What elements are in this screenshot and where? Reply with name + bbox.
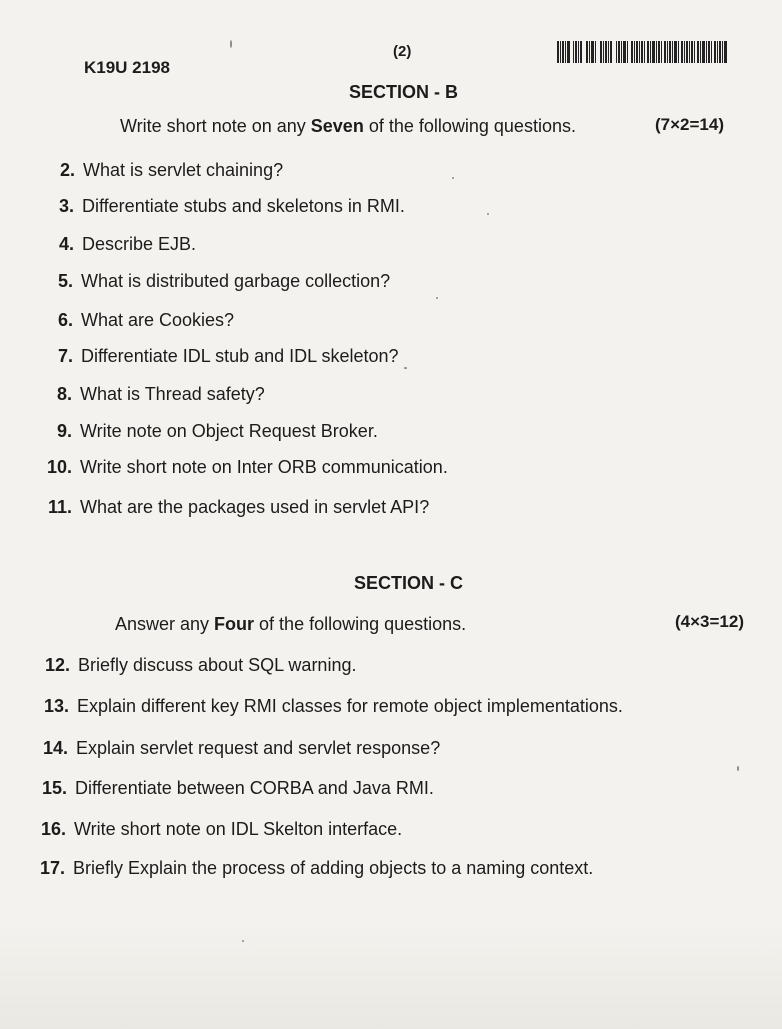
question-number: 11. — [47, 497, 72, 517]
question-item — [29, 778, 434, 799]
question-item — [28, 819, 402, 840]
section-c-marks: (4×3=12) — [675, 612, 744, 631]
question-item — [36, 234, 196, 255]
question-item — [32, 655, 356, 676]
question-number: 2. — [59, 160, 75, 180]
question-item — [27, 858, 593, 879]
question-number: 9. — [56, 421, 72, 441]
page-number: (2) — [393, 43, 412, 60]
question-item — [30, 738, 440, 759]
barcode-icon — [557, 41, 727, 63]
question-number: 12. — [44, 655, 70, 675]
question-text: Write short note on IDL Skelton interface. — [74, 819, 403, 839]
section-c-title: SECTION - C — [354, 573, 464, 593]
section-b-title: SECTION - B — [349, 82, 459, 102]
question-number: 16. — [40, 819, 66, 839]
question-text: What are the packages used in servlet API? — [80, 497, 430, 517]
question-item — [37, 160, 283, 181]
scan-speck — [436, 297, 438, 299]
question-number: 7. — [57, 346, 73, 366]
scan-speck — [487, 213, 489, 215]
scan-speck — [404, 367, 407, 369]
question-text: Explain servlet request and servlet response? — [76, 738, 441, 758]
section-b-marks: (7×2=14) — [655, 115, 724, 134]
question-number: 8. — [56, 384, 72, 404]
question-number: 15. — [41, 778, 67, 798]
question-item — [36, 196, 405, 217]
section-b-instruction — [120, 116, 576, 137]
scan-speck — [230, 40, 232, 48]
question-item — [34, 384, 265, 405]
paper-shadow — [0, 919, 782, 1029]
question-text: What are Cookies? — [81, 310, 235, 330]
question-number: 10. — [46, 457, 72, 477]
instruction-emphasis: Four — [214, 614, 255, 634]
question-number: 5. — [57, 271, 73, 291]
question-text: Describe EJB. — [82, 234, 197, 254]
instruction-text: Answer any — [115, 614, 215, 634]
question-item — [34, 457, 448, 478]
question-number: 13. — [43, 696, 69, 716]
question-number: 4. — [58, 234, 74, 254]
question-number: 14. — [42, 738, 68, 758]
question-text: What is distributed garbage collection? — [81, 271, 391, 291]
question-text: Briefly Explain the process of adding objects to a naming context. — [73, 858, 594, 878]
instruction-text: of the following questions. — [254, 614, 467, 634]
question-text: Differentiate between CORBA and Java RMI. — [75, 778, 434, 798]
question-item — [35, 346, 399, 367]
instruction-text: of the following questions. — [363, 116, 576, 136]
scan-speck — [452, 177, 454, 179]
question-item — [34, 421, 378, 442]
scan-speck — [242, 940, 244, 942]
question-text: Explain different key RMI classes for remote object implementations. — [77, 696, 623, 716]
question-text: Differentiate stubs and skeletons in RMI. — [82, 196, 405, 216]
question-text: Differentiate IDL stub and IDL skeleton? — [81, 346, 399, 366]
question-text: Write short note on Inter ORB communication. — [80, 457, 448, 477]
exam-code: K19U 2198 — [84, 58, 171, 77]
question-number: 6. — [57, 310, 73, 330]
question-item — [34, 497, 429, 518]
question-item — [31, 696, 623, 717]
question-text: What is servlet chaining? — [83, 160, 284, 180]
question-text: Briefly discuss about SQL warning. — [78, 655, 357, 675]
instruction-text: Write short note on any — [120, 116, 311, 136]
question-item — [35, 310, 234, 331]
scan-speck — [737, 766, 739, 771]
question-number: 17. — [39, 858, 65, 878]
question-item — [35, 271, 390, 292]
question-text: What is Thread safety? — [80, 384, 265, 404]
section-c-instruction — [115, 614, 466, 635]
question-number: 3. — [58, 196, 74, 216]
question-text: Write note on Object Request Broker. — [80, 421, 378, 441]
instruction-emphasis: Seven — [310, 116, 364, 136]
